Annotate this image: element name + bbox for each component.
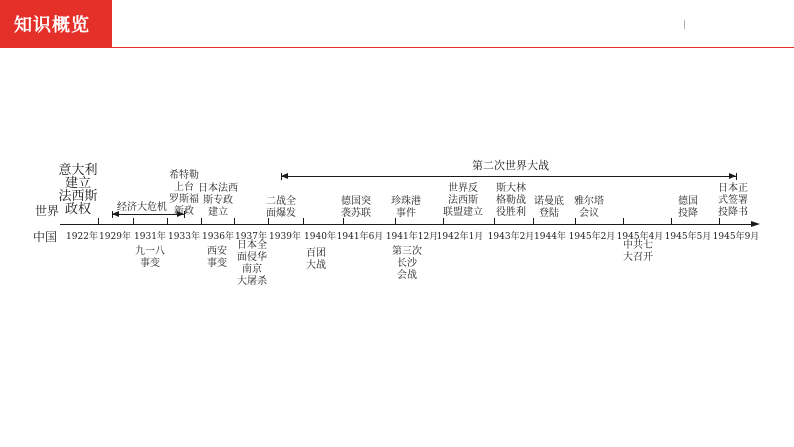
ww2-right-end: [736, 173, 737, 180]
axis-tick: [623, 218, 624, 225]
year-label: 1944年: [534, 232, 566, 242]
axis-tick: [671, 218, 672, 225]
ww2-label: 第二次世界大战: [472, 159, 549, 172]
year-label: 1922年: [66, 232, 98, 242]
year-label: 1939年: [269, 232, 301, 242]
world-event: 雅尔塔 会议: [574, 196, 604, 219]
world-event: 二战全 面爆发: [266, 196, 296, 219]
year-label: 1931年: [134, 232, 166, 242]
axis-tick: [167, 218, 168, 225]
china-event: 中共七 大召开: [623, 240, 653, 263]
world-event: 珍珠港 事件: [391, 196, 421, 219]
year-label: 1941年12月: [385, 232, 439, 242]
axis-tick: [234, 218, 235, 225]
year-label: 1945年5月: [664, 232, 712, 242]
crisis-label: 经济大危机: [117, 202, 167, 213]
axis-tick: [494, 218, 495, 225]
year-label: 1942年1月: [436, 232, 484, 242]
year-label: 1941年6月: [336, 232, 384, 242]
year-label: 1937年: [235, 232, 267, 242]
row-label-world: 世界: [35, 204, 60, 218]
china-event: 九一八 事变: [135, 246, 165, 269]
year-label: 1933年: [168, 232, 200, 242]
china-event: 日本全 面侵华 南京 大屠杀: [237, 240, 267, 287]
axis-tick: [98, 218, 99, 225]
ww2-right-arrow: [729, 173, 736, 179]
year-label: 1945年9月: [712, 232, 760, 242]
timeline-axis: [60, 224, 752, 225]
year-label: 1940年: [304, 232, 336, 242]
row-label-china: 中国: [33, 230, 58, 244]
section-title: 知识概览: [14, 15, 90, 36]
china-event: 西安 事变: [207, 246, 227, 269]
ww2-left-end: [281, 173, 282, 180]
year-label: 1936年: [202, 232, 234, 242]
world-event: 德国突 袭苏联: [341, 196, 371, 219]
axis-tick: [201, 218, 202, 225]
year-label: 1945年4月: [616, 232, 664, 242]
world-event: 日本正 式签署 投降书: [718, 183, 748, 218]
axis-arrowhead: [751, 221, 760, 227]
crisis-left-end: [112, 211, 113, 218]
year-label: 1929年: [99, 232, 131, 242]
world-event: 德国 投降: [678, 196, 698, 219]
china-event: 百团 大战: [306, 248, 326, 271]
ww2-span-line: [281, 176, 736, 177]
axis-tick: [303, 218, 304, 225]
world-event: 日本法西 斯专政 建立: [198, 183, 238, 218]
axis-tick: [443, 218, 444, 225]
axis-tick: [719, 218, 720, 225]
world-event: 世界反 法西斯 联盟建立: [443, 183, 483, 218]
axis-tick: [133, 218, 134, 225]
world-event: 意大利 建立 法西斯 政权: [58, 163, 98, 217]
year-label: 1945年2月: [568, 232, 616, 242]
world-event: 斯大林 格勒战 役胜利: [496, 183, 526, 218]
world-event: 诺曼底 登陆: [534, 196, 564, 219]
year-label: 1943年2月: [487, 232, 535, 242]
ww2-left-arrow: [281, 173, 288, 179]
china-event: 第三次 长沙 会战: [392, 246, 422, 281]
world-event: 希特勒 上台 罗斯福 新政: [169, 170, 199, 217]
